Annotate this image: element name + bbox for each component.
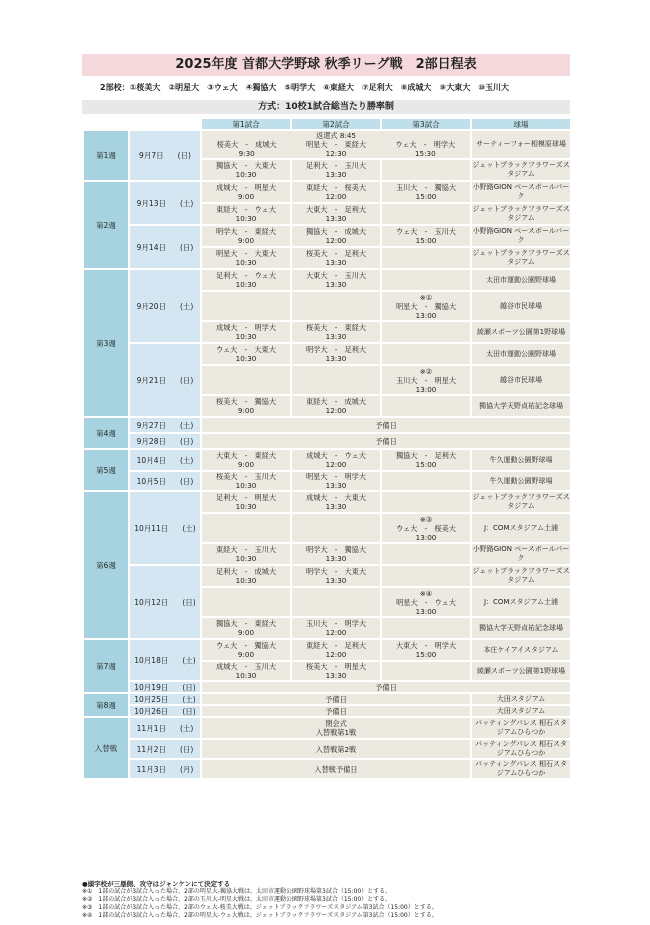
date-cell	[130, 718, 200, 738]
schedule-row	[84, 270, 570, 290]
date-cell	[130, 740, 200, 758]
date: 10月4日	[136, 455, 166, 465]
day-of-week: (日)	[177, 151, 191, 160]
start-time: 10:30	[235, 354, 257, 363]
start-time: 12:00	[325, 460, 347, 469]
game-cell	[382, 618, 470, 638]
matchup: 明星大 - 明学大	[305, 472, 367, 481]
venue: 大田スタジアム	[472, 694, 570, 704]
start-time: 10:30	[235, 214, 257, 223]
week-label: 第5週	[84, 450, 128, 490]
date: 10月5日	[136, 476, 166, 486]
matchup: 足利大 - 成城大	[215, 567, 277, 576]
venue: 太田市運動公園野球場	[472, 344, 570, 364]
date-cell	[130, 131, 200, 180]
game-cell	[292, 566, 380, 586]
game-cell	[382, 366, 470, 394]
start-time: 13:30	[325, 258, 347, 267]
date: 11月1日	[136, 723, 166, 733]
matchup: 明学大 - 大東大	[305, 567, 367, 576]
game-cell	[202, 344, 290, 364]
span-event: 閉会式 入替戦第1戦	[202, 718, 470, 738]
game-cell	[202, 396, 290, 416]
day-of-week: (土)	[179, 420, 194, 430]
start-time: 12:00	[325, 406, 347, 415]
matchup: 明星大 - ウェ大	[396, 597, 456, 607]
date-cell	[130, 492, 200, 564]
day-of-week: (土)	[179, 301, 194, 311]
schedule-row	[84, 640, 570, 660]
game-cell	[382, 544, 470, 564]
schedule-row	[84, 434, 570, 448]
game-cell	[292, 396, 380, 416]
venue: ジェットブラックフラワーズスタジアム	[472, 205, 570, 222]
game-cell	[292, 618, 380, 638]
matchup: 成城大 - 玉川大	[215, 662, 277, 671]
game-cell	[292, 248, 380, 268]
date-cell	[130, 682, 200, 692]
week-label: 第6週	[84, 492, 128, 638]
start-time: 13:00	[415, 310, 437, 320]
game-cell	[382, 396, 470, 416]
week-label: 第2週	[84, 182, 128, 268]
start-time: 10:30	[235, 258, 257, 267]
schedule-row	[84, 706, 570, 716]
matchup: 大東大 - 明学大	[395, 641, 457, 650]
game-cell	[292, 204, 380, 224]
game-cell	[292, 182, 380, 202]
footnote: ●頭字校が三塁側、攻守はジャンケンにて決定する	[82, 880, 231, 888]
game-cell	[202, 514, 290, 542]
game-cell	[202, 640, 290, 660]
header-game3: 第3試合	[382, 119, 470, 129]
matchup: ウェ大 - 玉川大	[396, 227, 456, 236]
start-time: 10:30	[235, 576, 257, 585]
matchup: 玉川大 - 獨協大	[395, 183, 457, 192]
matchup: 桜美大 - 獨協大	[215, 397, 277, 406]
game-slot	[381, 140, 470, 158]
start-time: 10:30	[235, 280, 257, 289]
venue: 獨協大学天野貞祐記念球場	[472, 396, 570, 416]
game-cell	[292, 226, 380, 246]
schedule-row	[84, 760, 570, 778]
venue: 越谷市民球場	[472, 366, 570, 394]
footnotes	[82, 880, 570, 920]
venue: 本庄ケイアイスタジアム	[472, 640, 570, 660]
span-event: 入替戦予備日	[202, 760, 470, 778]
schedule-row	[84, 566, 570, 586]
span-event: 予備日	[202, 418, 570, 432]
matchup: 成城大 - ウェ大	[306, 451, 366, 460]
day-of-week: (日)	[182, 682, 196, 692]
matchup: 獨協大 - 成城大	[305, 227, 367, 236]
week-label: 第7週	[84, 640, 128, 692]
schedule-row	[84, 472, 570, 490]
start-time: 10:30	[235, 170, 257, 179]
span-event: 予備日	[202, 434, 570, 448]
day-of-week: (日)	[179, 744, 194, 754]
matchup: 明星大 - 獨協大	[395, 301, 457, 311]
game-cell	[292, 492, 380, 512]
game-cell	[292, 544, 380, 564]
matchup: ウェ大 - 桜美大	[396, 523, 456, 533]
game-cell	[382, 160, 470, 180]
venue: 越谷市民球場	[472, 292, 570, 320]
start-time: 9:00	[237, 406, 255, 415]
matchup: 大東大 - 東経大	[215, 451, 277, 460]
game-cell	[292, 322, 380, 342]
start-time: 13:30	[325, 354, 347, 363]
matchup: 成城大 - 大東大	[305, 493, 367, 502]
game-cell	[202, 270, 290, 290]
matchup: 足利大 - 明星大	[215, 493, 277, 502]
schedule-row	[84, 450, 570, 470]
start-time: 12:30	[325, 149, 347, 158]
start-time: 13:30	[325, 481, 347, 490]
game-cell	[292, 450, 380, 470]
schedule-row	[84, 182, 570, 202]
game-cell	[382, 492, 470, 512]
day-of-week: (日)	[179, 436, 194, 446]
date-cell	[130, 418, 200, 432]
start-time: 10:30	[235, 502, 257, 511]
start-time: 9:00	[237, 628, 255, 637]
date: 9月14日	[136, 242, 166, 252]
matchup: 桜美大 - 東経大	[305, 323, 367, 332]
date-cell	[130, 566, 200, 638]
matchup: 桜美大 - 成城大	[216, 140, 277, 149]
day-of-week: (日)	[182, 706, 196, 716]
game-cell	[382, 662, 470, 680]
game-cell	[202, 160, 290, 180]
schedule-row	[84, 740, 570, 758]
game-cell	[382, 566, 470, 586]
games-wrap	[202, 140, 470, 158]
start-time: 13:30	[325, 671, 347, 680]
footnote: ※④ 1部の試合が3試合入った場合、2部の明星大-ウェ大戦は、ジェットブラックフラワーズスタジアム第3試合（15:00）とする。	[82, 912, 438, 919]
game-cell	[202, 248, 290, 268]
start-time: 13:30	[325, 576, 347, 585]
game-note: ※③	[419, 514, 433, 524]
date-cell	[130, 694, 200, 704]
day-of-week: (日)	[182, 597, 196, 607]
matchup: 成城大 - 明星大	[215, 183, 277, 192]
matchup: 獨協大 - 足利大	[395, 451, 457, 460]
start-time: 10:30	[235, 332, 257, 341]
day-of-week: (月)	[179, 764, 194, 774]
date: 11月2日	[136, 744, 166, 754]
game-note: ※②	[419, 366, 433, 376]
week-label: 第8週	[84, 694, 128, 716]
date: 9月7日	[139, 151, 164, 160]
game-cell	[202, 566, 290, 586]
day-of-week: (日)	[179, 375, 194, 385]
venue: 獨協大学天野貞祐記念球場	[472, 618, 570, 638]
start-time: 15:00	[415, 192, 437, 201]
matchup: 桜美大 - 足利大	[305, 249, 367, 258]
start-time: 13:00	[415, 384, 437, 394]
matchup: 明星大 - 大東大	[215, 249, 277, 258]
date: 9月20日	[136, 301, 166, 311]
game-cell	[202, 366, 290, 394]
game-cell	[202, 292, 290, 320]
matchup: 玉川大 - 明学大	[305, 619, 367, 628]
schedule-row	[84, 492, 570, 512]
game-cell	[292, 640, 380, 660]
date-cell	[130, 760, 200, 778]
venue: ジェットブラックフラワーズスタジアム	[472, 249, 570, 266]
matchup: 獨協大 - 東経大	[215, 619, 277, 628]
start-time: 15:30	[414, 149, 436, 158]
date: 9月27日	[136, 420, 166, 430]
venue: バッティングパレス 相石スタジアムひらつか	[472, 718, 570, 738]
date: 11月3日	[136, 764, 166, 774]
matchup: 獨協大 - 大東大	[215, 161, 277, 170]
schedule-table	[82, 117, 572, 780]
header-game2: 第2試合	[292, 119, 380, 129]
day-of-week: (土)	[179, 198, 194, 208]
span-event: 予備日	[202, 706, 470, 716]
date: 10月25日	[134, 694, 169, 704]
footnote: ※③ 1部の試合が3試合入った場合、2部のウェ大-桜美大戦は、ジェットブラックフラワーズスタジアム第3試合（15:00）とする。	[82, 904, 438, 911]
date-cell	[130, 270, 200, 342]
game-cell	[202, 618, 290, 638]
date: 9月13日	[136, 198, 166, 208]
day-of-week: (土)	[182, 694, 196, 704]
start-time: 12:00	[325, 628, 347, 637]
footnote: ※② 1部の試合が3試合入った場合、2部の玉川大-明星大戦は、太田市運動公園野球場第3試合（15:00）とする。	[82, 896, 392, 903]
schedule-row	[84, 226, 570, 246]
week-label: 第3週	[84, 270, 128, 416]
game-cell	[202, 182, 290, 202]
game-cell	[202, 662, 290, 680]
game-slot	[291, 140, 380, 158]
game-cell	[382, 226, 470, 246]
venue: 大田スタジアム	[472, 706, 570, 716]
venue: J：COMスタジアム土浦	[472, 588, 570, 616]
matchup: 足利大 - 玉川大	[305, 161, 367, 170]
date: 10月19日	[134, 682, 169, 692]
game-cell	[382, 182, 470, 202]
game-cell	[292, 292, 380, 320]
matchup: 大東大 - 玉川大	[305, 271, 367, 280]
venue: 牛久運動公園野球場	[472, 472, 570, 490]
start-time: 9:30	[238, 149, 255, 158]
start-time: 15:00	[415, 650, 437, 659]
start-time: 10:30	[235, 671, 257, 680]
matchup: 桜美大 - 玉川大	[215, 472, 277, 481]
game-cell	[382, 344, 470, 364]
matchup: 大東大 - 足利大	[305, 205, 367, 214]
game-cell	[382, 322, 470, 342]
start-time: 9:00	[237, 460, 255, 469]
date: 10月26日	[134, 706, 169, 716]
start-time: 13:30	[325, 170, 347, 179]
game-cell	[292, 344, 380, 364]
teams-list: 2部校：①桜美大 ②明星大 ③ウェ大 ④獨協大 ⑤明学大 ⑥東経大 ⑦足利大 ⑧成城大 ⑨大東大 ⑩玉川大	[100, 83, 509, 92]
start-time: 13:30	[325, 502, 347, 511]
game-note: ※④	[419, 588, 433, 598]
venue: J：COMスタジアム土浦	[472, 514, 570, 542]
header-row	[84, 119, 570, 129]
game-cell	[382, 450, 470, 470]
page-title: 2025年度 首都大学野球 秋季リーグ戦 2部日程表	[82, 54, 570, 76]
matchup: 東経大 - 成城大	[305, 397, 367, 406]
game-cell	[202, 204, 290, 224]
day-of-week: (日)	[179, 476, 194, 486]
matchup: 桜美大 - 明星大	[305, 662, 367, 671]
start-time: 9:00	[237, 236, 255, 245]
start-time: 13:30	[325, 332, 347, 341]
date: 9月21日	[136, 375, 166, 385]
matchup: 足利大 - ウェ大	[216, 271, 276, 280]
day-of-week: (土)	[182, 523, 196, 533]
matchup: 玉川大 - 明星大	[395, 375, 457, 385]
venue: 太田市運動公園野球場	[472, 270, 570, 290]
date: 10月18日	[134, 655, 169, 665]
venue: バッティングパレス 相石スタジアムひらつか	[472, 740, 570, 758]
date: 9月28日	[136, 436, 166, 446]
game-cell	[202, 472, 290, 490]
game-note: ※①	[419, 292, 433, 302]
game-cell	[292, 366, 380, 394]
start-time: 10:30	[235, 481, 257, 490]
start-time: 15:00	[415, 236, 437, 245]
span-event: 予備日	[202, 682, 570, 692]
format-banner: 方式：10校1試合総当たり勝率制	[82, 100, 570, 114]
header-game1: 第1試合	[202, 119, 290, 129]
matchup: 東経大 - 足利大	[305, 641, 367, 650]
matchup: 東経大 - ウェ大	[216, 205, 276, 214]
matchup: 明学大 - 足利大	[305, 345, 367, 354]
game-cell	[292, 160, 380, 180]
date-cell	[130, 434, 200, 448]
ceremony-note: 返還式 8:45	[316, 131, 356, 140]
day-of-week: (土)	[179, 723, 194, 733]
venue: ジェットブラックフラワーズスタジアム	[472, 493, 570, 510]
date-cell	[130, 450, 200, 470]
venue: サーティーフォー相模原球場	[472, 131, 570, 158]
schedule-row	[84, 344, 570, 364]
game-cell	[382, 292, 470, 320]
header-venue: 球場	[472, 119, 570, 129]
game-cell	[292, 514, 380, 542]
date-cell	[130, 226, 200, 268]
span-event: 予備日	[202, 694, 470, 704]
game-cell	[382, 248, 470, 268]
game-cell	[202, 322, 290, 342]
venue: ジェットブラックフラワーズスタジアム	[472, 567, 570, 584]
game-cell	[382, 588, 470, 616]
schedule-row	[84, 718, 570, 738]
game-cell	[382, 204, 470, 224]
game-slot	[202, 140, 291, 158]
start-time: 13:30	[325, 554, 347, 563]
venue: 綾瀬スポーツ公園第1野球場	[472, 662, 570, 680]
game-cell	[202, 226, 290, 246]
venue: 牛久運動公園野球場	[472, 450, 570, 470]
day-of-week: (日)	[179, 242, 194, 252]
matchup: ウェ大 - 明学大	[395, 140, 456, 149]
game-cell	[292, 270, 380, 290]
game-cell	[382, 270, 470, 290]
date-cell	[130, 182, 200, 224]
start-time: 12:00	[325, 650, 347, 659]
game-cell	[382, 472, 470, 490]
game-cell	[382, 640, 470, 660]
matchup: ウェ大 - 大東大	[216, 345, 276, 354]
date-cell	[130, 706, 200, 716]
day-of-week: (土)	[179, 455, 194, 465]
start-time: 13:00	[415, 532, 437, 542]
matchup: 成城大 - 明学大	[215, 323, 277, 332]
start-time: 9:00	[237, 650, 255, 659]
week-label: 入替戦	[84, 718, 128, 778]
start-time: 12:00	[325, 192, 347, 201]
start-time: 13:00	[415, 606, 437, 616]
start-time: 9:00	[237, 192, 255, 201]
start-time: 12:00	[325, 236, 347, 245]
date-cell	[130, 344, 200, 416]
date: 10月11日	[134, 523, 169, 533]
game-cell	[382, 514, 470, 542]
schedule-row	[84, 131, 570, 158]
game-cell	[202, 131, 470, 158]
date-cell	[130, 472, 200, 490]
venue: バッティングパレス 相石スタジアムひらつか	[472, 760, 570, 778]
matchup: 明学大 - 東経大	[215, 227, 277, 236]
span-event: 入替戦第2戦	[202, 740, 470, 758]
game-cell	[202, 450, 290, 470]
matchup: ウェ大 - 獨協大	[216, 641, 276, 650]
game-cell	[202, 544, 290, 564]
schedule-row	[84, 694, 570, 704]
game-cell	[292, 662, 380, 680]
matchup: 明星大 - 東経大	[305, 140, 367, 149]
venue: 小野路GION ベースボールパーク	[472, 545, 570, 562]
start-time: 15:00	[415, 460, 437, 469]
venue: 小野路GION ベースボールパーク	[472, 183, 570, 200]
schedule-row	[84, 682, 570, 692]
game-cell	[292, 472, 380, 490]
game-cell	[292, 588, 380, 616]
game-cell	[202, 492, 290, 512]
venue: ジェットブラックフラワーズスタジアム	[472, 161, 570, 178]
matchup: 明学大 - 獨協大	[305, 545, 367, 554]
footnote: ※① 1部の試合が3試合入った場合、2部の明星大-獨協大戦は、太田市運動公園野球場第3試合（15:00）とする。	[82, 888, 392, 895]
game-cell	[202, 588, 290, 616]
venue: 小野路GION ベースボールパーク	[472, 227, 570, 244]
start-time: 13:30	[325, 214, 347, 223]
start-time: 10:30	[235, 554, 257, 563]
start-time: 13:30	[325, 280, 347, 289]
day-of-week: (土)	[182, 655, 196, 665]
week-label: 第4週	[84, 418, 128, 448]
matchup: 東経大 - 玉川大	[215, 545, 277, 554]
date-cell	[130, 640, 200, 680]
schedule-row	[84, 418, 570, 432]
matchup: 東経大 - 桜美大	[305, 183, 367, 192]
venue: 綾瀬スポーツ公園第1野球場	[472, 322, 570, 342]
week-label: 第1週	[84, 131, 128, 180]
date: 10月12日	[134, 597, 169, 607]
